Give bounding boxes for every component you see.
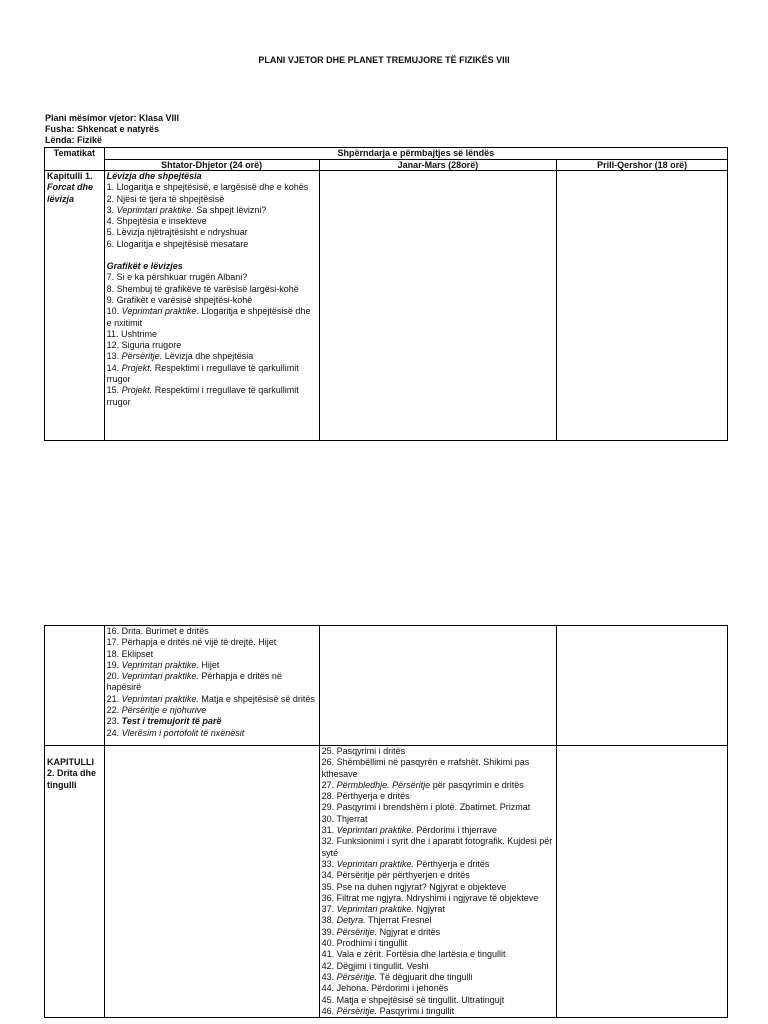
- table-row-chapter-2: [45, 746, 728, 1018]
- lesson-item: 9. Grafikët e varësisë shpejtësi-kohë: [106, 294, 253, 305]
- term-3-content: [557, 171, 728, 441]
- lesson-item: 18. Eklipset: [106, 648, 154, 659]
- lesson-item: 26. Shëmbëllimi në pasqyrën e rrafshët. Shikimi pas kthesave: [321, 757, 530, 779]
- lesson-item: 41. Vala e zërit. Fortësia dhe lartësia e tingullit: [321, 949, 506, 960]
- lesson-item: 7. Si e ka përshkuar rrugën Albani?: [106, 272, 248, 283]
- lesson-item: 27. Përmbledhje. Përsëritje për pasqyrimin e dritës: [321, 779, 524, 790]
- lesson-item: 39. Përsëritje. Ngjyrat e dritës: [321, 926, 441, 937]
- chapter-1-title-a: Forcat dhe: [47, 182, 94, 193]
- document-title: PLANI VJETOR DHE PLANET TREMUJORE TË FIZIKËS VIII: [258, 55, 510, 65]
- lesson-item: 37. Veprimtari praktike. Ngjyrat: [321, 904, 445, 915]
- lesson-item: 24. Vlerësim i portofolit të nxënësit: [106, 727, 245, 738]
- lesson-list: [107, 182, 317, 250]
- lesson-item: 45. Matja e shpejtësisë së tingullit. Ultratingujt: [321, 994, 505, 1005]
- chapter-1-title-b: lëvizja: [47, 193, 75, 204]
- header-term-1: Shtator-Dhjetor (24 orë): [104, 159, 319, 171]
- chapter-1-label: Kapitulli 1.: [47, 171, 93, 181]
- chapter-2-title-a: 2. Drita dhe: [47, 768, 97, 779]
- plan-meta: [45, 113, 179, 146]
- lesson-item: 13. Përsëritje. Lëvizja dhe shpejtësia: [106, 351, 254, 362]
- meta-field: Fusha: Shkencat e natyrës: [45, 124, 160, 134]
- lesson-item: 5. Lëvizja njëtrajtësisht e ndryshuar: [106, 227, 248, 238]
- lesson-item: 28. Përthyerja e dritës: [321, 791, 410, 802]
- lesson-item: 14. Projekt. Respektimi i rregullave të qarkullimit rrugor: [106, 362, 299, 385]
- header-topics: Tematikat: [45, 148, 105, 171]
- lesson-item: 35. Pse na duhen ngjyrat? Ngjyrat e objekteve: [321, 881, 507, 892]
- lesson-list: [107, 626, 317, 716]
- header-term-2: Janar-Mars (28orë): [319, 159, 557, 171]
- lesson-item: 42. Dëgjimi i tingullit. Veshi: [321, 960, 429, 971]
- lesson-item: 22. Përsëritje e njohurive: [106, 705, 207, 716]
- lesson-item: 20. Veprimtari praktike. Përhapja e dritës në hapësirë: [106, 671, 282, 693]
- unit-title: Grafikët e lëvizjes: [106, 261, 183, 272]
- term-1-content: [104, 171, 319, 441]
- lesson-item: 46. Përsëritje. Pasqyrimi i tingullit: [321, 1005, 455, 1016]
- term-1-content: [104, 746, 319, 1018]
- lesson-item: 1. Llogaritja e shpejtësisë, e largësisë dhe e kohës: [106, 182, 309, 193]
- lesson-item: 30. Thjerrat: [321, 813, 368, 824]
- unit-title: Lëvizja dhe shpejtësia: [106, 171, 202, 181]
- header-term-3: Prill-Qershor (18 orë): [557, 159, 728, 171]
- meta-class: Plani mësimor vjetor: Klasa VIII: [45, 113, 180, 123]
- lesson-item: 17. Përhapja e dritës në vijë të drejtë. Hijet: [106, 637, 277, 648]
- lesson-item: 11. Ushtrime: [106, 328, 158, 339]
- lesson-item: 36. Filtrat me ngjyra. Ndryshimi i ngjyrave të objekteve: [321, 892, 539, 903]
- lesson-item: 3. Veprimtari praktike. Sa shpejt lëvizni?: [106, 204, 267, 215]
- header-distribution: Shpërndarja e përmbajtjes së lëndës: [104, 148, 727, 160]
- chapter-1-cell: [45, 171, 105, 441]
- lesson-item: 40. Prodhimi i tingullit: [321, 938, 408, 949]
- lesson-item: 25. Pasqyrimi i dritës: [321, 746, 406, 756]
- lesson-item: 15. Projekt. Respektimi i rregullave të qarkullimit rrugor: [106, 385, 299, 407]
- lesson-list: [107, 272, 317, 408]
- lesson-item: 6. Llogaritja e shpejtësisë mesatare: [106, 238, 249, 249]
- lesson-item: 44. Jehona. Përdorimi i jehonës: [321, 983, 449, 994]
- term-2-content: [319, 626, 557, 746]
- table-header-row: [45, 148, 728, 160]
- chapter-2-label: KAPITULLI: [47, 757, 94, 767]
- lesson-item: 33. Veprimtari praktike. Përthyerja e dritës: [321, 858, 490, 869]
- lesson-item: 29. Pasqyrimi i brendshëm i plotë. Zbatimet. Prizmat: [321, 802, 531, 813]
- lesson-item: 31. Veprimtari praktike. Përdorimi i thjerrave: [321, 825, 497, 836]
- lesson-list: [322, 746, 555, 1017]
- lesson-item: 43. Përsëritje. Të dëgjuarit dhe tingulli: [321, 971, 473, 982]
- table-row-chapter-1: [45, 171, 728, 441]
- term-2-content: [319, 746, 557, 1018]
- lesson-item: 38. Detyra. Thjerrat Fresnel: [321, 915, 432, 926]
- term-3-content: [557, 746, 728, 1018]
- lesson-item: 19. Veprimtari praktike. Hijet: [106, 659, 220, 670]
- meta-subject: Lënda: Fizikë: [45, 135, 103, 145]
- lesson-item: 32. Funksionimi i syrit dhe i aparatit fotografik. Kujdesi për syté: [321, 836, 553, 858]
- term-3-content: [557, 626, 728, 746]
- annual-plan-table: [44, 147, 728, 441]
- lesson-item: 23. Test i tremujorit të parë: [106, 716, 222, 727]
- topic-cell-empty: [45, 626, 105, 746]
- chapter-2-cell: [45, 746, 105, 1018]
- chapter-2-title-b: tingulli: [47, 779, 77, 790]
- term-2-content: [319, 171, 557, 441]
- table-row-continuation: [45, 626, 728, 746]
- term-1-content: [104, 626, 319, 746]
- lesson-item: 8. Shembuj të grafikëve të varësisë largësi-kohë: [106, 283, 299, 294]
- table-subheader-row: [45, 159, 728, 171]
- lesson-item: 4. Shpejtësia e insekteve: [106, 216, 207, 227]
- lesson-item: 34. Përsëritje për përthyerjen e dritës: [321, 870, 470, 881]
- lesson-item: 12. Siguria rrugore: [106, 340, 182, 351]
- lesson-item: 16. Drita. Burimet e dritës: [106, 626, 209, 636]
- lesson-item: 2. Njësi të tjera të shpejtësisë: [106, 193, 225, 204]
- annual-plan-table-continued: [44, 625, 728, 1018]
- lesson-item: 10. Veprimtari praktike. Llogaritja e shpejtësisë dhe e nxitimit: [106, 306, 311, 328]
- lesson-item: 21. Veprimtari praktike. Matja e shpejtësisë së dritës: [106, 693, 315, 704]
